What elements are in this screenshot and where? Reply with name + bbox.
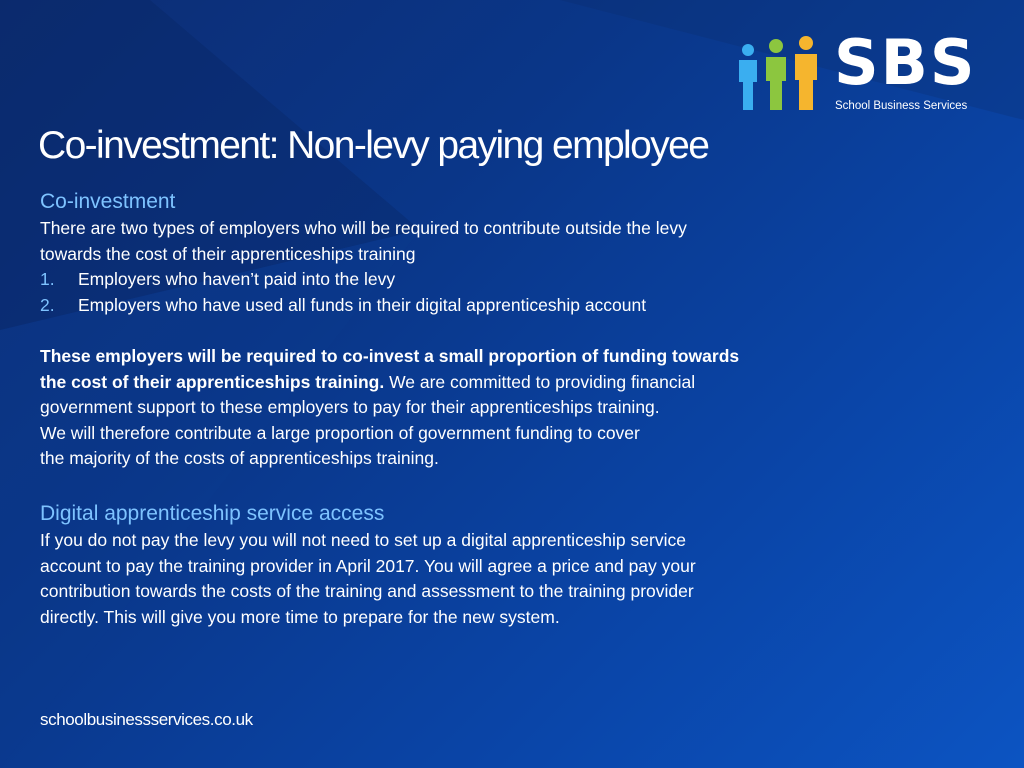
paragraph-line-2 (40, 370, 800, 396)
digital-line-1: If you do not pay the levy you will not need to set up a digital apprenticeship service (40, 529, 686, 550)
digital-line-3: contribution towards the costs of the training and assessment to the training provider (40, 581, 694, 602)
section-heading-coinvestment: Co-investment (40, 190, 176, 213)
footer-url: schoolbusinessservices.co.uk (40, 710, 253, 729)
list-number: 2. (40, 294, 55, 315)
spacer (40, 318, 800, 344)
paragraph-line-3: government support to these employers to pay for their apprenticeships training. (40, 397, 660, 418)
list-item-text: Employers who haven’t paid into the levy (78, 269, 396, 290)
bold-text: These employers will be required to co-invest a small proportion of funding towards (40, 345, 740, 366)
intro-line-2: towards the cost of their apprenticeships training (40, 243, 416, 264)
section-heading-digital-access: Digital apprenticeship service access (40, 501, 385, 525)
people-icon (736, 36, 822, 110)
spacer (40, 472, 800, 500)
list-item (40, 293, 800, 319)
digital-line-4: directly. This will give you more time to prepare for the new system. (40, 606, 560, 627)
logo-text: SBS (834, 26, 977, 99)
sbs-logo (736, 26, 988, 114)
paragraph-text: We are committed to providing financial (384, 371, 696, 392)
digital-line-2: account to pay the training provider in April 2017. You will agree a price and pay your (40, 555, 696, 576)
intro-line-1: There are two types of employers who will be required to contribute outside the levy (40, 218, 687, 238)
list-item-text: Employers who have used all funds in their digital apprenticeship account (78, 294, 647, 315)
logo-subtitle: School Business Services (835, 100, 968, 112)
bold-text: the cost of their apprenticeships training. (40, 371, 385, 392)
page-title: Co-investment: Non-levy paying employee (38, 124, 709, 167)
list-item (40, 267, 800, 293)
list-number: 1. (40, 269, 55, 290)
paragraph-line-4: We will therefore contribute a large proportion of government funding to cover (40, 422, 640, 443)
paragraph-line-1 (40, 344, 800, 370)
employer-types-list (40, 267, 800, 318)
paragraph-line-5: the majority of the costs of apprenticeships training. (40, 448, 439, 469)
slide-content (40, 188, 800, 630)
